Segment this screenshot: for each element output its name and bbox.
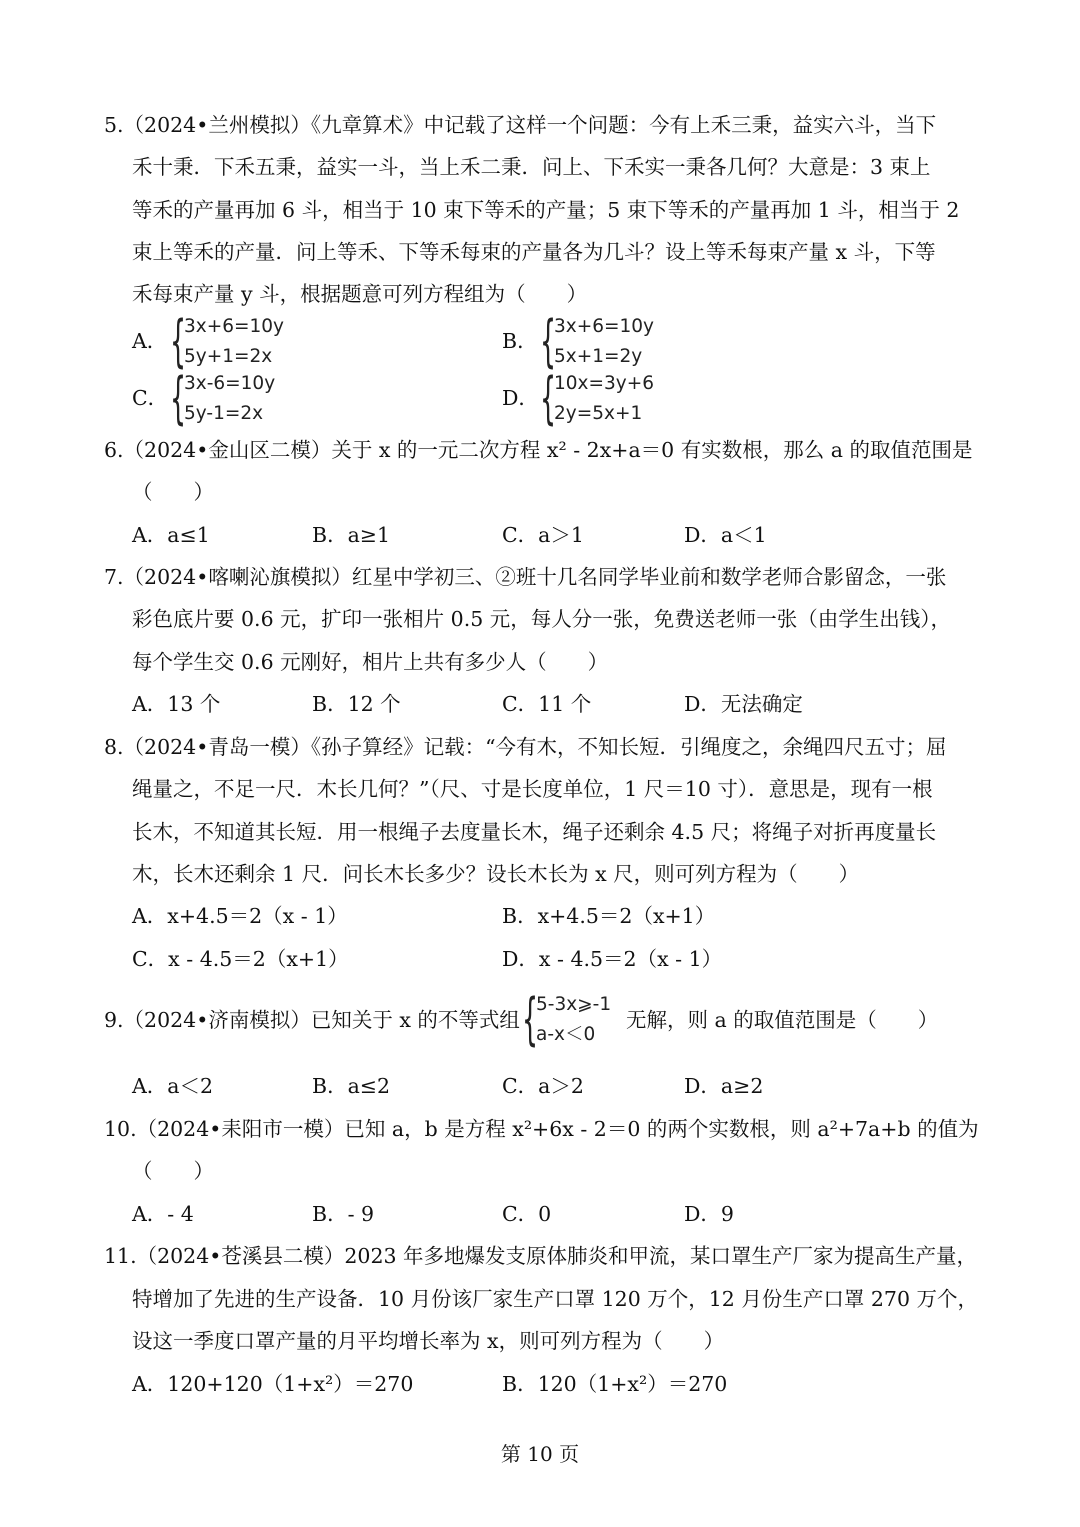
q10-option-c: C．0 xyxy=(502,1202,552,1226)
q5-option-a-system xyxy=(170,309,284,374)
q6-option-a: A．a≤1 xyxy=(132,523,210,547)
q11-line-3: 设这一季度口罩产量的月平均增长率为 x，则可列方程为（ ） xyxy=(132,1329,725,1353)
q6-line-1: 6.（2024•金山区二模）关于 x 的一元二次方程 x² - 2x+a＝0 有实数根，那么 a 的取值范围是 xyxy=(104,438,973,462)
q8-option-a: A．x+4.5＝2（x - 1） xyxy=(132,904,348,928)
q5-option-a-label: A． xyxy=(132,329,168,353)
q5-line-2: 禾十秉．下禾五秉，益实一斗，当上禾二秉．问上、下禾实一秉各几何？大意是：3 束上 xyxy=(132,155,931,179)
q11-line-2: 特增加了先进的生产设备．10 月份该厂家生产口罩 120 万个，12 月份生产口罩 270 万个， xyxy=(132,1287,979,1311)
q5-option-b-eq1: 3x+6=10y xyxy=(554,316,654,337)
q8-line-3: 长木，不知道其长短．用一根绳子去度量长木，绳子还剩余 4.5 尺；将绳子对折再度量长 xyxy=(132,820,937,844)
q8-line-1: 8.（2024•青岛一模）《孙子算经》记载：“今有木，不知长短．引绳度之，余绳四尺五寸；屈 xyxy=(104,735,947,759)
q8-option-b: B．x+4.5＝2（x+1） xyxy=(502,904,716,928)
q5-line-1: 5.（2024•兰州模拟）《九章算术》中记载了这样一个问题：今有上禾三秉，益实六斗，当下 xyxy=(104,113,937,137)
q6-line-2: （ ） xyxy=(132,480,214,504)
q9-inequality-system xyxy=(522,987,612,1052)
q5-option-c-eq2: 5y-1=2x xyxy=(184,403,264,424)
q9-prefix: 9.（2024•济南模拟）已知关于 x 的不等式组 xyxy=(104,1008,520,1032)
q5-option-b-system xyxy=(540,309,654,374)
q10-line-1: 10.（2024•耒阳市一模）已知 a，b 是方程 x²+6x - 2＝0 的两个实数根，则 a²+7a+b 的值为 xyxy=(104,1117,979,1141)
q5-line-3: 等禾的产量再加 6 斗，相当于 10 束下等禾的产量；5 束下等禾的产量再加 1 斗，相当于 2 xyxy=(132,198,960,222)
left-brace-icon: { xyxy=(540,309,557,374)
page-number: 第 10 页 xyxy=(500,1442,580,1466)
q5-option-b-eq2: 5x+1=2y xyxy=(554,346,643,367)
q5-option-c-label: C． xyxy=(132,386,169,410)
q8-option-c: C．x - 4.5＝2（x+1） xyxy=(132,947,349,971)
q9-option-a: A．a＜2 xyxy=(132,1074,214,1098)
q5-option-c-system xyxy=(170,366,276,431)
left-brace-icon: { xyxy=(522,987,539,1052)
q10-option-d: D．9 xyxy=(684,1202,734,1226)
q10-line-2: （ ） xyxy=(132,1159,214,1183)
q7-option-c: C．11 个 xyxy=(502,692,592,716)
q9-option-c: C．a＞2 xyxy=(502,1074,584,1098)
q10-option-a: A．- 4 xyxy=(132,1202,194,1226)
q7-line-2: 彩色底片要 0.6 元，扩印一张相片 0.5 元，每人分一张，免费送老师一张（由学生出钱）， xyxy=(132,607,952,631)
left-brace-icon: { xyxy=(170,366,187,431)
q5-option-c-eq1: 3x-6=10y xyxy=(184,373,276,394)
q7-line-1: 7.（2024•喀喇沁旗模拟）红星中学初三、②班十几名同学毕业前和数学老师合影留念，一张 xyxy=(104,565,947,589)
q5-option-b-label: B． xyxy=(502,329,538,353)
q11-line-1: 11.（2024•苍溪县二模）2023 年多地爆发支原体肺炎和甲流，某口罩生产厂家为提高生产量， xyxy=(104,1244,978,1268)
q7-option-d: D．无法确定 xyxy=(684,692,803,716)
q8-line-2: 绳量之，不足一尺．木长几何？”（尺、寸是长度单位，1 尺＝10 寸）．意思是，现有一根 xyxy=(132,777,933,801)
q5-option-d-system xyxy=(540,366,654,431)
q5-option-a-eq1: 3x+6=10y xyxy=(184,316,284,337)
q6-option-c: C．a＞1 xyxy=(502,523,584,547)
q9-option-d: D．a≥2 xyxy=(684,1074,764,1098)
q7-option-b: B．12 个 xyxy=(312,692,401,716)
left-brace-icon: { xyxy=(540,366,557,431)
left-brace-icon: { xyxy=(170,309,187,374)
q9-eq2: a-x＜0 xyxy=(536,1024,596,1045)
q5-option-d-label: D． xyxy=(502,386,539,410)
q5-option-d-eq1: 10x=3y+6 xyxy=(554,373,654,394)
q8-option-d: D．x - 4.5＝2（x - 1） xyxy=(502,947,723,971)
q5-line-4: 束上等禾的产量．问上等禾、下等禾每束的产量各为几斗？设上等禾每束产量 x 斗，下等 xyxy=(132,240,936,264)
q7-line-3: 每个学生交 0.6 元刚好，相片上共有多少人（ ） xyxy=(132,650,609,674)
q5-line-5: 禾每束产量 y 斗，根据题意可列方程组为（ ） xyxy=(132,282,588,306)
q5-option-d-eq2: 2y=5x+1 xyxy=(554,403,643,424)
q11-option-b: B．120（1+x²）＝270 xyxy=(502,1372,728,1396)
q9-option-b: B．a≤2 xyxy=(312,1074,391,1098)
q9-eq1: 5-3x⩾-1 xyxy=(536,994,612,1015)
q10-option-b: B．- 9 xyxy=(312,1202,375,1226)
q6-option-b: B．a≥1 xyxy=(312,523,391,547)
q5-option-a-eq2: 5y+1=2x xyxy=(184,346,273,367)
q8-line-4: 木，长木还剩余 1 尺．问长木长多少？设长木长为 x 尺，则可列方程为（ ） xyxy=(132,862,860,886)
q11-option-a: A．120+120（1+x²）＝270 xyxy=(132,1372,414,1396)
q7-option-a: A．13 个 xyxy=(132,692,221,716)
q9-suffix: 无解，则 a 的取值范围是（ ） xyxy=(626,1008,939,1032)
q6-option-d: D．a＜1 xyxy=(684,523,767,547)
